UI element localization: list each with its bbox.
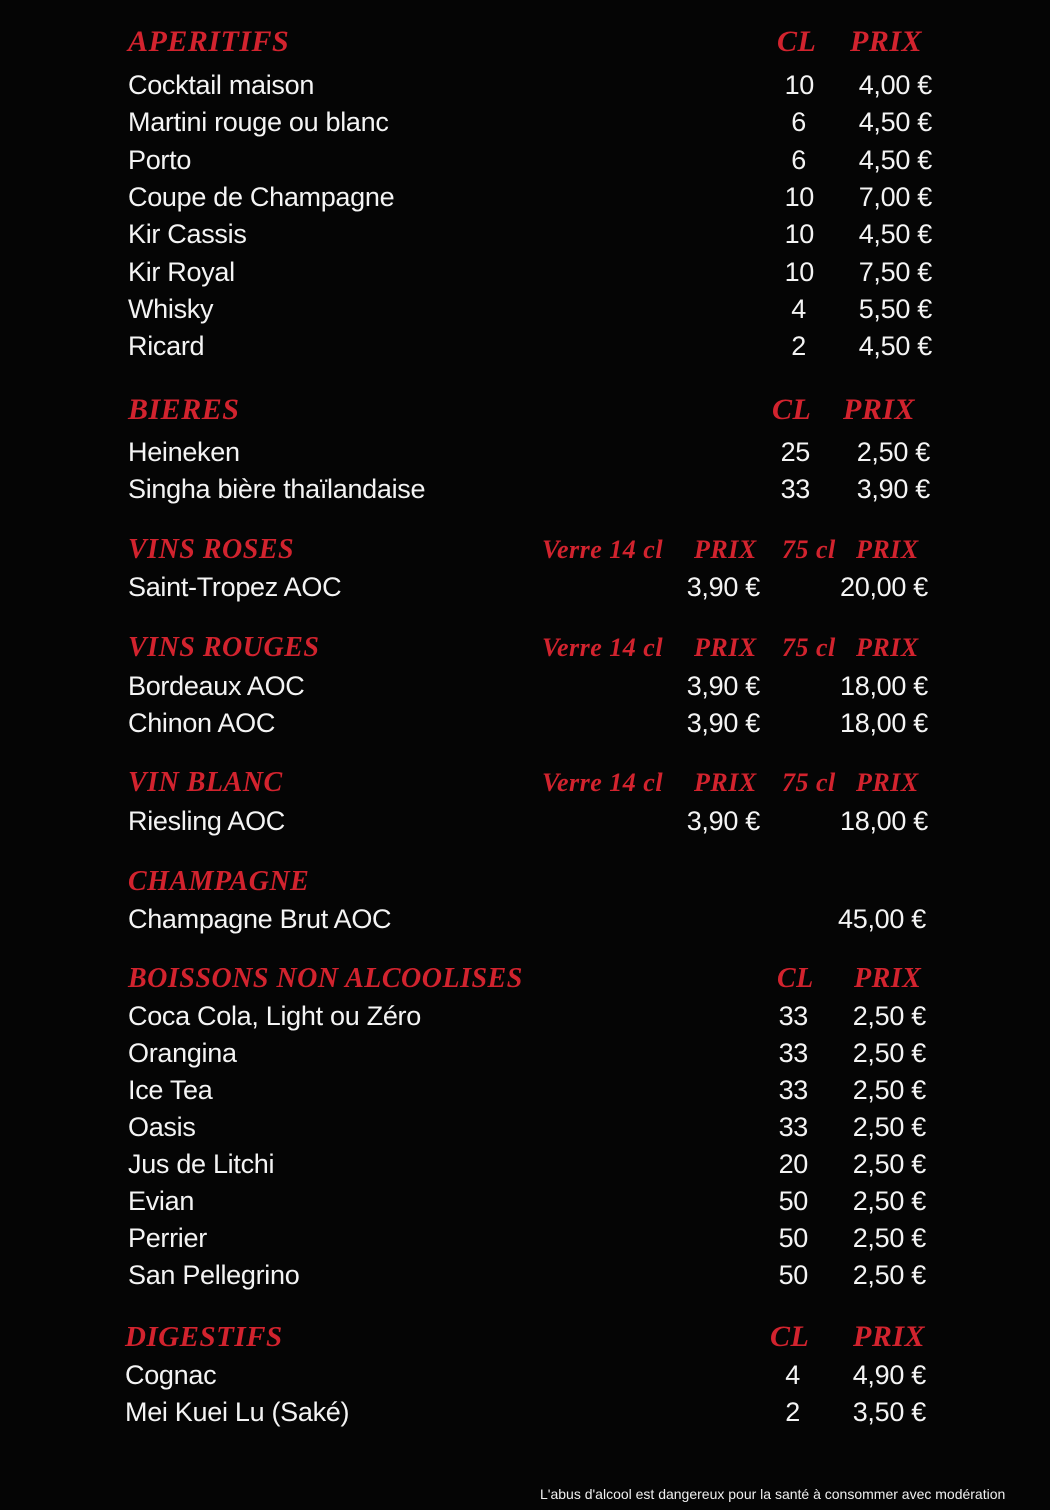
- item-name: Coca Cola, Light ou Zéro: [128, 1001, 421, 1031]
- menu-item: [0, 901, 1050, 941]
- item-price: 4,50 €: [858, 331, 932, 361]
- menu-item: [0, 1035, 1050, 1075]
- section-header-bieres: [0, 392, 1050, 432]
- item-name: Bordeaux AOC: [128, 671, 305, 701]
- menu-item: [0, 434, 1050, 474]
- section-title: VINS ROSES: [128, 534, 295, 565]
- column-header-bottle-price: PRIX: [856, 633, 919, 662]
- section-title: VIN BLANC: [128, 767, 283, 798]
- item-price: 2,50 €: [852, 1075, 926, 1105]
- section-header-vins-roses: [0, 532, 1050, 572]
- section-header-vin-blanc: [0, 765, 1050, 805]
- item-price: 4,90 €: [852, 1360, 926, 1390]
- item-name: Cognac: [125, 1360, 217, 1390]
- column-header-glass: Verre 14 cl: [542, 633, 664, 662]
- menu-item: [0, 1072, 1050, 1112]
- column-header-price: PRIX: [850, 25, 923, 58]
- item-name: Riesling AOC: [128, 806, 285, 836]
- item-name: Singha bière thaïlandaise: [128, 474, 426, 504]
- column-header-glass-price: PRIX: [694, 633, 757, 662]
- menu-item: [0, 668, 1050, 708]
- menu-item: [0, 803, 1050, 843]
- item-name: Perrier: [128, 1223, 207, 1253]
- item-name: Kir Royal: [128, 257, 235, 287]
- menu-item: [0, 328, 1050, 368]
- column-header-price: PRIX: [843, 393, 916, 426]
- item-price: 4,00 €: [858, 70, 932, 100]
- menu-item: [0, 569, 1050, 609]
- column-header-price: PRIX: [854, 963, 922, 994]
- item-cl: 50: [778, 1223, 808, 1253]
- item-name: Jus de Litchi: [128, 1149, 275, 1179]
- item-price: 5,50 €: [858, 294, 932, 324]
- section-header-aperitifs: [0, 24, 1050, 64]
- item-price: 3,50 €: [852, 1397, 926, 1427]
- item-name: Heineken: [128, 437, 240, 467]
- item-glass-price: 3,90 €: [686, 671, 760, 701]
- item-name: Orangina: [128, 1038, 237, 1068]
- section-title: CHAMPAGNE: [128, 866, 310, 897]
- item-name: Champagne Brut AOC: [128, 904, 392, 934]
- menu-item: [0, 1183, 1050, 1223]
- item-price: 3,90 €: [856, 474, 930, 504]
- item-name: Chinon AOC: [128, 708, 276, 738]
- menu-item: [0, 254, 1050, 294]
- item-glass-price: 3,90 €: [686, 708, 760, 738]
- menu-item: [0, 1109, 1050, 1149]
- health-warning-footer: L'abus d'alcool est dangereux pour la santé à consommer avec modération: [540, 1486, 1006, 1502]
- section-header-vins-rouges: [0, 630, 1050, 670]
- item-cl: 10: [784, 219, 814, 249]
- column-header-bottle: 75 cl: [782, 768, 836, 797]
- item-cl: 4: [791, 294, 806, 324]
- item-cl: 6: [791, 145, 806, 175]
- column-header-glass: Verre 14 cl: [542, 535, 664, 564]
- column-header-cl: CL: [772, 393, 812, 426]
- item-price: 2,50 €: [852, 1223, 926, 1253]
- item-price: 2,50 €: [852, 1149, 926, 1179]
- column-header-bottle: 75 cl: [782, 633, 836, 662]
- item-cl: 2: [785, 1397, 800, 1427]
- column-header-bottle: 75 cl: [782, 535, 836, 564]
- item-cl: 33: [778, 1038, 808, 1068]
- menu-item: [0, 998, 1050, 1038]
- item-price: 4,50 €: [858, 107, 932, 137]
- section-header-digestifs: [0, 1319, 1050, 1359]
- column-header-bottle-price: PRIX: [856, 535, 919, 564]
- menu-item: [0, 1394, 1050, 1434]
- item-price: 4,50 €: [858, 145, 932, 175]
- item-name: Ice Tea: [128, 1075, 213, 1105]
- menu-item: [0, 471, 1050, 511]
- menu-item: [0, 104, 1050, 144]
- menu-item: [0, 1146, 1050, 1186]
- item-cl: 33: [778, 1075, 808, 1105]
- item-name: Martini rouge ou blanc: [128, 107, 389, 137]
- section-title: VINS ROUGES: [128, 632, 320, 663]
- item-price: 4,50 €: [858, 219, 932, 249]
- column-header-glass: Verre 14 cl: [542, 768, 664, 797]
- column-header-bottle-price: PRIX: [856, 768, 919, 797]
- item-bottle-price: 18,00 €: [840, 671, 928, 701]
- column-header-glass-price: PRIX: [694, 768, 757, 797]
- item-bottle-price: 18,00 €: [840, 708, 928, 738]
- menu-item: [0, 142, 1050, 182]
- column-header-cl: CL: [777, 963, 814, 994]
- item-name: Coupe de Champagne: [128, 182, 395, 212]
- item-cl: 33: [778, 1001, 808, 1031]
- menu-item: [0, 179, 1050, 219]
- item-name: Whisky: [128, 294, 214, 324]
- item-price: 2,50 €: [852, 1112, 926, 1142]
- item-cl: 33: [778, 1112, 808, 1142]
- item-name: Mei Kuei Lu (Saké): [125, 1397, 350, 1427]
- item-price: 2,50 €: [852, 1038, 926, 1068]
- item-cl: 25: [780, 437, 810, 467]
- item-name: Cocktail maison: [128, 70, 315, 100]
- section-title: BIERES: [128, 393, 240, 426]
- column-header-cl: CL: [777, 25, 817, 58]
- item-bottle-price: 18,00 €: [840, 806, 928, 836]
- menu-item: [0, 67, 1050, 107]
- menu-item: [0, 1220, 1050, 1260]
- item-price: 2,50 €: [852, 1260, 926, 1290]
- item-cl: 33: [780, 474, 810, 504]
- section-title: DIGESTIFS: [125, 1321, 283, 1353]
- menu-item: [0, 216, 1050, 256]
- menu-item: [0, 1357, 1050, 1397]
- menu-item: [0, 1257, 1050, 1297]
- item-cl: 10: [784, 70, 814, 100]
- section-title: BOISSONS NON ALCOOLISES: [128, 963, 523, 994]
- item-price: 7,50 €: [858, 257, 932, 287]
- item-glass-price: 3,90 €: [686, 572, 760, 602]
- item-cl: 4: [785, 1360, 800, 1390]
- item-name: Oasis: [128, 1112, 196, 1142]
- item-cl: 6: [791, 107, 806, 137]
- item-name: San Pellegrino: [128, 1260, 300, 1290]
- item-name: Evian: [128, 1186, 195, 1216]
- item-cl: 2: [791, 331, 806, 361]
- menu-item: [0, 291, 1050, 331]
- item-cl: 10: [784, 182, 814, 212]
- item-price: 2,50 €: [856, 437, 930, 467]
- item-glass-price: 3,90 €: [686, 806, 760, 836]
- item-cl: 50: [778, 1260, 808, 1290]
- item-cl: 20: [778, 1149, 808, 1179]
- item-price: 2,50 €: [852, 1001, 926, 1031]
- section-header-non-alcoolises: [0, 961, 1050, 1001]
- item-name: Ricard: [128, 331, 205, 361]
- item-cl: 10: [784, 257, 814, 287]
- item-price: 45,00 €: [838, 904, 926, 934]
- item-name: Saint-Tropez AOC: [128, 572, 342, 602]
- item-price: 7,00 €: [858, 182, 932, 212]
- section-title: APERITIFS: [128, 25, 290, 58]
- menu-item: [0, 705, 1050, 745]
- item-name: Kir Cassis: [128, 219, 247, 249]
- section-header-champagne: [0, 864, 1050, 904]
- item-cl: 50: [778, 1186, 808, 1216]
- column-header-cl: CL: [770, 1320, 810, 1353]
- column-header-glass-price: PRIX: [694, 535, 757, 564]
- column-header-price: PRIX: [853, 1320, 926, 1353]
- item-bottle-price: 20,00 €: [840, 572, 928, 602]
- item-name: Porto: [128, 145, 192, 175]
- item-price: 2,50 €: [852, 1186, 926, 1216]
